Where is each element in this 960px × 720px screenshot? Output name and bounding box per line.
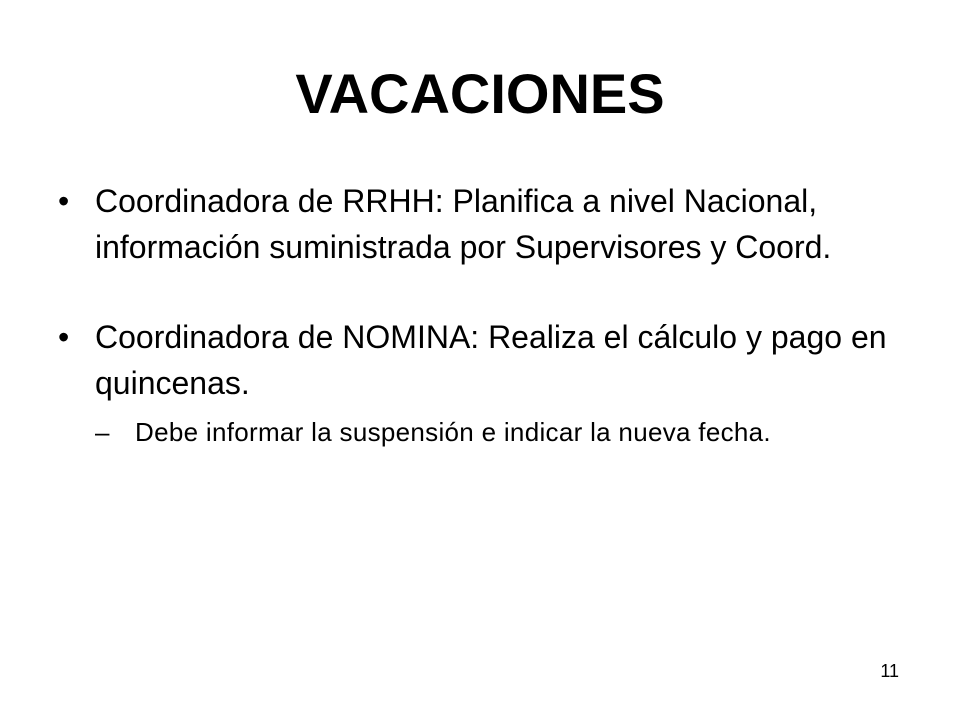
bullet-list <box>58 178 898 450</box>
slide-title: VACACIONES <box>295 62 665 125</box>
page-number: 11 <box>880 661 899 681</box>
sub-bullet-text: Debe informar la suspensión e indicar la nueva fecha. <box>135 417 771 447</box>
bullet-marker: • <box>58 183 70 219</box>
bullet-item-rrhh <box>58 178 898 270</box>
bullet-marker: • <box>58 319 70 355</box>
bullet-item-nomina <box>58 314 898 450</box>
bullet-text: Coordinadora de NOMINA: Realiza el cálculo y pago en quincenas. <box>95 319 887 401</box>
sub-bullet-marker: – <box>95 417 110 447</box>
sub-bullet-item <box>95 414 898 450</box>
bullet-text: Coordinadora de RRHH: Planifica a nivel Nacional, información suministrada por Supervisores y Coord. <box>95 183 832 265</box>
sub-bullet-list <box>95 414 898 450</box>
